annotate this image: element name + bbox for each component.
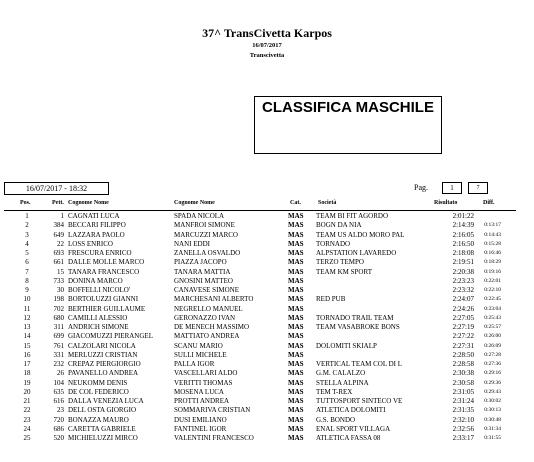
table-header	[0, 200, 534, 209]
time-gap-cell: 0:22:01	[484, 277, 501, 284]
athlete-1-name-cell: TANARA FRANCESCO	[68, 267, 140, 276]
position-cell: 25	[23, 434, 31, 442]
athlete-2-name-cell: MARCHESANI ALBERTO	[174, 295, 254, 304]
bib-number-cell: 104	[53, 378, 64, 387]
header-cognome-nome-2: Cognome Nome	[174, 200, 215, 206]
position-cell: 16	[23, 350, 31, 359]
category-cell: MAS	[288, 369, 304, 378]
time-gap-cell: 0:13:17	[484, 222, 501, 229]
table-row	[0, 258, 534, 267]
athlete-1-name-cell: MICHIELUZZI MIRCO	[68, 434, 138, 442]
table-row	[0, 212, 534, 221]
category-cell: MAS	[288, 387, 304, 396]
table-row	[0, 388, 534, 397]
team-cell: TORNADO	[316, 239, 351, 248]
athlete-2-name-cell: CANAVESE SIMONE	[174, 286, 240, 294]
bib-number-cell: 15	[57, 267, 64, 276]
bib-number-cell: 680	[53, 313, 64, 322]
category-cell: MAS	[288, 378, 304, 387]
time-gap-cell: 0:30:02	[484, 398, 501, 404]
position-cell: 21	[23, 397, 31, 405]
result-time-cell: 2:32:56	[452, 424, 474, 433]
table-row	[0, 277, 534, 286]
table-row	[0, 379, 534, 388]
pagination-label: Pag.	[414, 183, 428, 192]
result-time-cell: 2:27:05	[452, 313, 474, 322]
category-cell: MAS	[288, 249, 304, 257]
bib-number-cell: 761	[53, 341, 64, 350]
result-time-cell: 2:16:05	[452, 230, 474, 239]
athlete-1-name-cell: GIACOMUZZI PIERANGEL	[68, 332, 153, 341]
results-table	[0, 212, 534, 443]
result-time-cell: 2:23:32	[452, 286, 474, 294]
table-row	[0, 332, 534, 341]
bib-number-cell: 22	[57, 239, 64, 248]
athlete-1-name-cell: DELL OSTA GIORGIO	[68, 406, 137, 415]
team-cell: STELLA ALPINA	[316, 378, 369, 387]
bib-number-cell: 616	[53, 397, 64, 405]
table-row	[0, 231, 534, 240]
category-cell: MAS	[288, 276, 304, 285]
bib-number-cell: 686	[53, 424, 64, 433]
table-row	[0, 360, 534, 369]
time-gap-cell: 0:27:36	[484, 361, 501, 367]
category-cell: MAS	[288, 286, 304, 294]
category-cell: MAS	[288, 424, 304, 433]
athlete-1-name-cell: BOFFELLI NICOLO'	[68, 286, 131, 294]
result-time-cell: 2:01:22	[452, 212, 474, 220]
position-cell: 24	[23, 424, 31, 433]
athlete-1-name-cell: DONINA MARCO	[68, 276, 123, 285]
table-row	[0, 314, 534, 323]
athlete-2-name-cell: PALLA IGOR	[174, 360, 215, 368]
category-cell: MAS	[288, 434, 304, 442]
time-gap-cell: 0:30:13	[484, 407, 501, 414]
category-cell: MAS	[288, 239, 304, 248]
category-cell: MAS	[288, 267, 304, 276]
category-cell: MAS	[288, 304, 304, 313]
athlete-2-name-cell: SCANU MARIO	[174, 341, 223, 350]
athlete-2-name-cell: ZANELLA OSVALDO	[174, 249, 241, 257]
result-time-cell: 2:30:58	[452, 378, 474, 387]
bib-number-cell: 699	[53, 332, 64, 341]
event-title: 37^ TransCivetta Karpos	[202, 26, 332, 40]
table-row	[0, 342, 534, 351]
result-time-cell: 2:24:07	[452, 295, 474, 304]
bib-number-cell: 26	[57, 369, 64, 378]
position-cell: 13	[23, 323, 31, 331]
result-time-cell: 2:27:22	[452, 332, 474, 341]
athlete-1-name-cell: BONAZZA MAURO	[68, 415, 129, 424]
table-row	[0, 286, 534, 295]
athlete-2-name-cell: VALENTINI FRANCESCO	[174, 434, 254, 442]
time-gap-cell: 0:15:28	[484, 240, 501, 247]
bib-number-cell: 1	[60, 212, 64, 220]
athlete-2-name-cell: DE MENECH MASSIMO	[174, 323, 250, 331]
header-diff: Diff.	[483, 200, 495, 206]
team-cell: G.M. CALALZO	[316, 369, 366, 378]
bib-number-cell: 661	[53, 258, 64, 267]
category-cell: MAS	[288, 350, 304, 359]
position-cell: 9	[25, 286, 29, 294]
position-cell: 1	[25, 212, 29, 220]
athlete-1-name-cell: CAGNATI LUCA	[68, 212, 120, 220]
table-row	[0, 221, 534, 230]
bib-number-cell: 649	[53, 230, 64, 239]
table-row	[0, 434, 534, 443]
time-gap-cell: 0:27:28	[484, 351, 501, 358]
team-cell: TEM T-REX	[316, 387, 353, 396]
current-page-number: 1	[442, 182, 462, 194]
header-societa: Società	[318, 200, 337, 206]
position-cell: 14	[23, 332, 31, 341]
table-row	[0, 397, 534, 406]
athlete-2-name-cell: SULLI MICHELE	[174, 350, 227, 359]
position-cell: 15	[23, 341, 31, 350]
result-time-cell: 2:16:50	[452, 239, 474, 248]
position-cell: 23	[23, 415, 31, 424]
athlete-2-name-cell: SOMMARIVA CRISTIAN	[174, 406, 251, 415]
table-row	[0, 268, 534, 277]
category-cell: MAS	[288, 406, 304, 415]
team-cell: ATLETICA FASSA 08	[316, 434, 381, 442]
athlete-2-name-cell: VASCELLARI ALDO	[174, 369, 238, 378]
table-row	[0, 323, 534, 332]
result-time-cell: 2:14:39	[452, 221, 474, 230]
header-pett: Pett.	[52, 200, 64, 206]
header-divider	[4, 210, 516, 211]
event-date: 16/07/2017	[252, 42, 282, 49]
bib-number-cell: 720	[53, 415, 64, 424]
total-pages-number: 7	[468, 182, 488, 194]
position-cell: 12	[23, 313, 31, 322]
athlete-1-name-cell: BECCARI FILIPPO	[68, 221, 126, 230]
bib-number-cell: 384	[53, 221, 64, 230]
athlete-1-name-cell: BORTOLUZZI GIANNI	[68, 295, 139, 304]
result-time-cell: 2:27:31	[452, 341, 474, 350]
bib-number-cell: 198	[53, 295, 64, 304]
time-gap-cell: 0:19:16	[484, 268, 501, 275]
athlete-1-name-cell: PAVANELLO ANDREA	[68, 369, 139, 378]
time-gap-cell: 0:26:09	[484, 342, 501, 349]
header-pos: Pos.	[20, 200, 31, 206]
position-cell: 17	[23, 360, 31, 368]
athlete-2-name-cell: NANI EDDI	[174, 239, 210, 248]
position-cell: 5	[25, 249, 29, 257]
athlete-1-name-cell: CREPAZ PIERGIORGIO	[68, 360, 141, 368]
team-cell: TUTTOSPORT SINTECO VE	[316, 397, 403, 405]
position-cell: 20	[23, 387, 31, 396]
time-gap-cell: 0:14:43	[484, 231, 501, 238]
bib-number-cell: 232	[53, 360, 64, 368]
table-row	[0, 249, 534, 258]
team-cell: DOLOMITI SKIALP	[316, 341, 377, 350]
bib-number-cell: 311	[53, 323, 64, 331]
position-cell: 18	[23, 369, 31, 378]
team-cell: TEAM KM SPORT	[316, 267, 372, 276]
athlete-1-name-cell: CARETTA GABRIELE	[68, 424, 136, 433]
athlete-2-name-cell: VERITTI THOMAS	[174, 378, 233, 387]
header-cognome-nome-1: Cognome Nome	[68, 200, 109, 206]
team-cell: G.S. BONDO	[316, 415, 356, 424]
athlete-2-name-cell: DUSI EMILIANO	[174, 415, 227, 424]
result-time-cell: 2:19:51	[452, 258, 474, 267]
team-cell: ALPSTATION LAVAREDO	[316, 249, 397, 257]
result-time-cell: 2:33:17	[452, 434, 474, 442]
table-row	[0, 406, 534, 415]
bib-number-cell: 702	[53, 304, 64, 313]
time-gap-cell: 0:31:34	[484, 425, 501, 432]
athlete-2-name-cell: MATTIATO ANDREA	[174, 332, 240, 341]
athlete-2-name-cell: GNOSINI MATTEO	[174, 276, 233, 285]
athlete-1-name-cell: FRESCURA ENRICO	[68, 249, 132, 257]
category-cell: MAS	[288, 323, 304, 331]
athlete-2-name-cell: PROTTI ANDREA	[174, 397, 230, 405]
bib-number-cell: 693	[53, 249, 64, 257]
event-place: Transcivetta	[249, 52, 285, 59]
category-cell: MAS	[288, 221, 304, 230]
result-time-cell: 2:32:10	[452, 415, 474, 424]
category-cell: MAS	[288, 230, 304, 239]
table-row	[0, 240, 534, 249]
bib-number-cell: 331	[53, 350, 64, 359]
result-time-cell: 2:20:38	[452, 267, 474, 276]
result-time-cell: 2:30:38	[452, 369, 474, 378]
team-cell: ENAL SPORT VILLAGA	[316, 424, 391, 433]
athlete-1-name-cell: ANDRICH SIMONE	[68, 323, 129, 331]
classifica-title-box	[254, 96, 442, 154]
time-gap-cell: 0:29:36	[484, 379, 501, 386]
time-gap-cell: 0:29:16	[484, 370, 501, 377]
position-cell: 11	[23, 304, 31, 313]
athlete-1-name-cell: DALLA VENEZIA LUCA	[68, 397, 144, 405]
category-cell: MAS	[288, 258, 304, 267]
category-cell: MAS	[288, 332, 304, 341]
athlete-2-name-cell: SPADA NICOLA	[174, 212, 225, 220]
category-cell: MAS	[288, 360, 304, 368]
result-time-cell: 2:28:58	[452, 360, 474, 368]
position-cell: 22	[23, 406, 31, 415]
time-gap-cell: 0:16:46	[484, 250, 501, 256]
athlete-1-name-cell: DALLE MOLLE MARCO	[68, 258, 145, 267]
bib-number-cell: 733	[53, 276, 64, 285]
athlete-1-name-cell: CAMILLI ALESSIO	[68, 313, 128, 322]
position-cell: 10	[23, 295, 31, 304]
time-gap-cell: 0:18:29	[484, 259, 501, 266]
table-row	[0, 351, 534, 360]
bib-number-cell: 23	[57, 406, 64, 415]
time-gap-cell: 0:26:00	[484, 333, 501, 340]
table-row	[0, 295, 534, 304]
bib-number-cell: 635	[53, 387, 64, 396]
category-cell: MAS	[288, 341, 304, 350]
category-cell: MAS	[288, 397, 304, 405]
position-cell: 19	[23, 378, 31, 387]
position-cell: 2	[25, 221, 29, 230]
result-time-cell: 2:31:24	[452, 397, 474, 405]
result-time-cell: 2:27:19	[452, 323, 474, 331]
category-cell: MAS	[288, 212, 304, 220]
table-row	[0, 369, 534, 378]
position-cell: 6	[25, 258, 29, 267]
position-cell: 3	[25, 230, 29, 239]
classifica-title: CLASSIFICA MASCHILE	[262, 99, 434, 116]
result-time-cell: 2:18:08	[452, 249, 474, 257]
category-cell: MAS	[288, 415, 304, 424]
athlete-1-name-cell: MERLUZZI CRISTIAN	[68, 350, 138, 359]
table-row	[0, 305, 534, 314]
athlete-1-name-cell: CALZOLARI NICOLA	[68, 341, 136, 350]
result-time-cell: 2:23:23	[452, 276, 474, 285]
athlete-2-name-cell: PIAZZA JACOPO	[174, 258, 227, 267]
athlete-2-name-cell: TANARA MATTIA	[174, 267, 231, 276]
team-cell: TEAM VASABROKE BONS	[316, 323, 400, 331]
bib-number-cell: 30	[57, 286, 64, 294]
table-row	[0, 416, 534, 425]
team-cell: TEAM BI FIT AGORDO	[316, 212, 389, 220]
result-time-cell: 2:31:05	[452, 387, 474, 396]
position-cell: 4	[25, 239, 29, 248]
position-cell: 8	[25, 276, 29, 285]
time-gap-cell: 0:30:48	[484, 416, 501, 423]
position-cell: 7	[25, 267, 29, 276]
team-cell: VERTICAL TEAM COL DI L	[316, 360, 403, 368]
printed-datetime: 16/07/2017 - 18:32	[4, 182, 109, 195]
time-gap-cell: 0:25:57	[484, 324, 501, 330]
header-risultato: Risultato	[434, 200, 458, 206]
athlete-2-name-cell: NEGRELLO MANUEL	[174, 304, 243, 313]
result-time-cell: 2:28:50	[452, 350, 474, 359]
team-cell: TEAM US ALDO MORO PAL	[316, 230, 405, 239]
time-gap-cell: 0:23:04	[484, 305, 501, 312]
team-cell: ATLETICA DOLOMITI	[316, 406, 386, 415]
team-cell: BOGN DA NIA	[316, 221, 362, 230]
result-time-cell: 2:24:26	[452, 304, 474, 313]
athlete-1-name-cell: NEUKOMM DENIS	[68, 378, 128, 387]
athlete-1-name-cell: BERTHIER GUILLAUME	[68, 304, 146, 313]
result-time-cell: 2:31:35	[452, 406, 474, 415]
athlete-2-name-cell: MARCUZZI MARCO	[174, 230, 238, 239]
team-cell: RED PUB	[316, 295, 346, 304]
team-cell: TERZO TEMPO	[316, 258, 364, 267]
category-cell: MAS	[288, 313, 304, 322]
time-gap-cell: 0:22:45	[484, 296, 501, 303]
table-row	[0, 425, 534, 434]
bib-number-cell: 520	[53, 434, 64, 442]
team-cell: TORNADO TRAIL TEAM	[316, 313, 394, 322]
athlete-2-name-cell: FANTINEL IGOR	[174, 424, 227, 433]
time-gap-cell: 0:25:43	[484, 314, 501, 321]
athlete-1-name-cell: LOSS ENRICO	[68, 239, 113, 248]
time-gap-cell: 0:22:10	[484, 287, 501, 293]
athlete-2-name-cell: MOSENA LUCA	[174, 387, 224, 396]
time-gap-cell: 0:29:43	[484, 388, 501, 395]
athlete-1-name-cell: DE COL FEDERICO	[68, 387, 129, 396]
category-cell: MAS	[288, 295, 304, 304]
header-cat: Cat.	[290, 200, 301, 206]
athlete-1-name-cell: LAZZARA PAOLO	[68, 230, 125, 239]
athlete-2-name-cell: GERONAZZO IVAN	[174, 313, 236, 322]
time-gap-cell: 0:31:55	[484, 435, 501, 441]
athlete-2-name-cell: MANFROI SIMONE	[174, 221, 235, 230]
